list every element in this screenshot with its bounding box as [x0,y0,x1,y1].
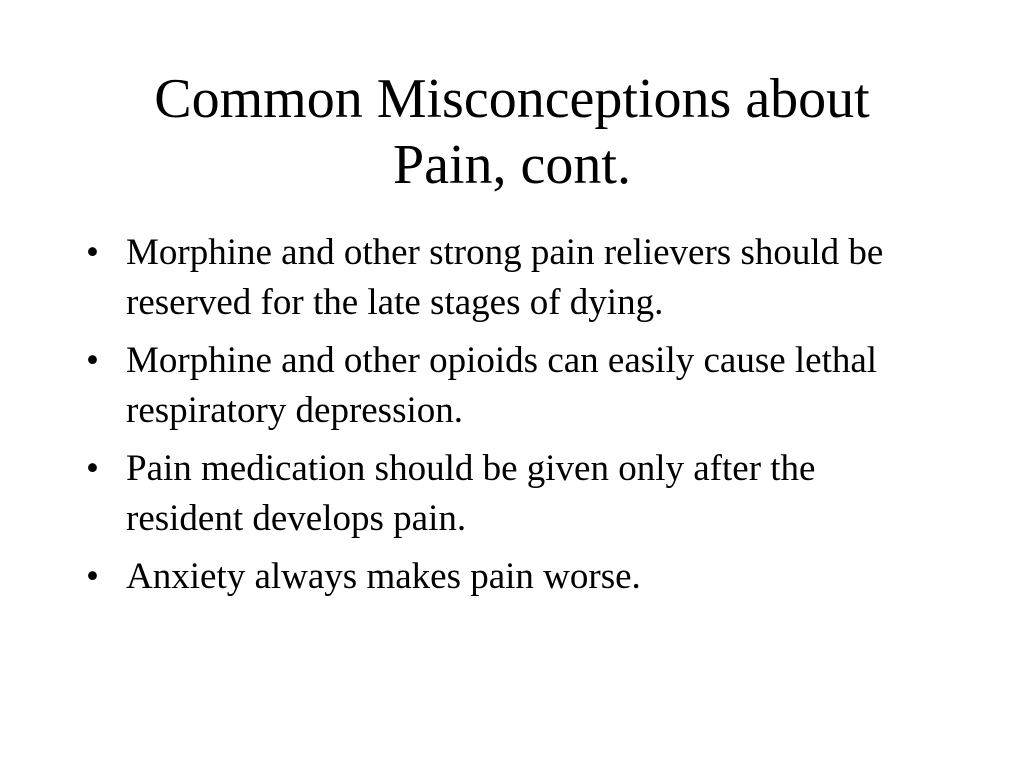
bullet-dot-icon: • [86,232,99,273]
bullet-dot-icon: • [86,448,99,489]
bullet-dot-icon: • [86,340,99,381]
slide-title-line-2: Pain, cont. [393,134,631,196]
bullet-text: Morphine and other strong pain relievers should be reserved for the late stages of dying. [126,232,884,323]
bullet-item [86,336,936,436]
bullet-text: Anxiety always makes pain worse. [126,556,641,597]
bullet-text: Morphine and other opioids can easily cause lethal respiratory depression. [126,340,878,431]
bullet-item [86,552,936,602]
bullet-item [86,228,936,328]
bullet-text: Pain medication should be given only after the resident develops pain. [126,448,816,539]
bullet-item [86,444,936,544]
bullet-dot-icon: • [86,556,99,597]
slide-title [80,66,944,198]
bullet-list [86,228,936,610]
slide-title-line-1: Common Misconceptions about [154,68,870,130]
